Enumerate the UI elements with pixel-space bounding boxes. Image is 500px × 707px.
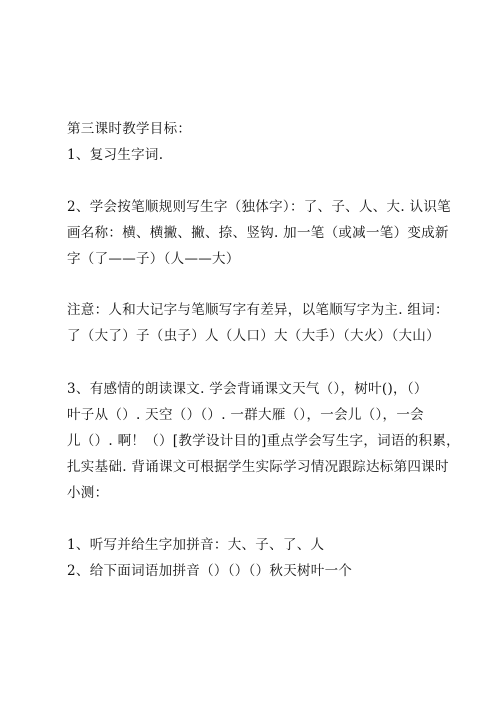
objective-2-line-2: 画名称：横、横撇、撇、捺、竖钩. 加一笔（或减一笔）变成新 xyxy=(67,225,449,241)
objective-3-line-2: 叶子从（）. 天空（）（）. 一群大雁（），一会儿（），一会 xyxy=(67,407,424,423)
note-line-1: 注意：人和大记字与笔顺写字有差异，以笔顺写字为主. 组词： xyxy=(67,302,449,318)
objective-3-line-1: 3、有感情的朗读课文. 学会背诵课文天气（），树叶()，（） xyxy=(67,381,428,397)
objective-2-line-1: 2、学会按笔顺规则写生字（独体字）：了、子、人、大. 认识笔 xyxy=(67,199,451,215)
objective-3-line-4: 扎实基础. 背诵课文可根据学生实际学习情况跟踪达标第四课时 xyxy=(67,459,449,475)
section-heading: 第三课时教学目标： xyxy=(67,121,192,137)
objective-2-line-3: 字（了——子）（人——大） xyxy=(67,251,240,267)
note-line-2: 了（大了）子（虫子）人（人口）大（大手）（大火）（大山） xyxy=(67,328,440,344)
quiz-heading: 小测： xyxy=(67,485,109,501)
quiz-item-1: 1、听写并给生字加拼音：大、子、了、人 xyxy=(67,537,325,553)
objective-3-line-3: 儿（）. 啊！（）[教学设计目的]重点学会写生字，词语的积累， xyxy=(67,433,460,449)
quiz-item-2: 2、给下面词语加拼音（）（）（）秋天树叶一个 xyxy=(67,563,353,579)
objective-1: 1、复习生字词. xyxy=(67,147,164,163)
